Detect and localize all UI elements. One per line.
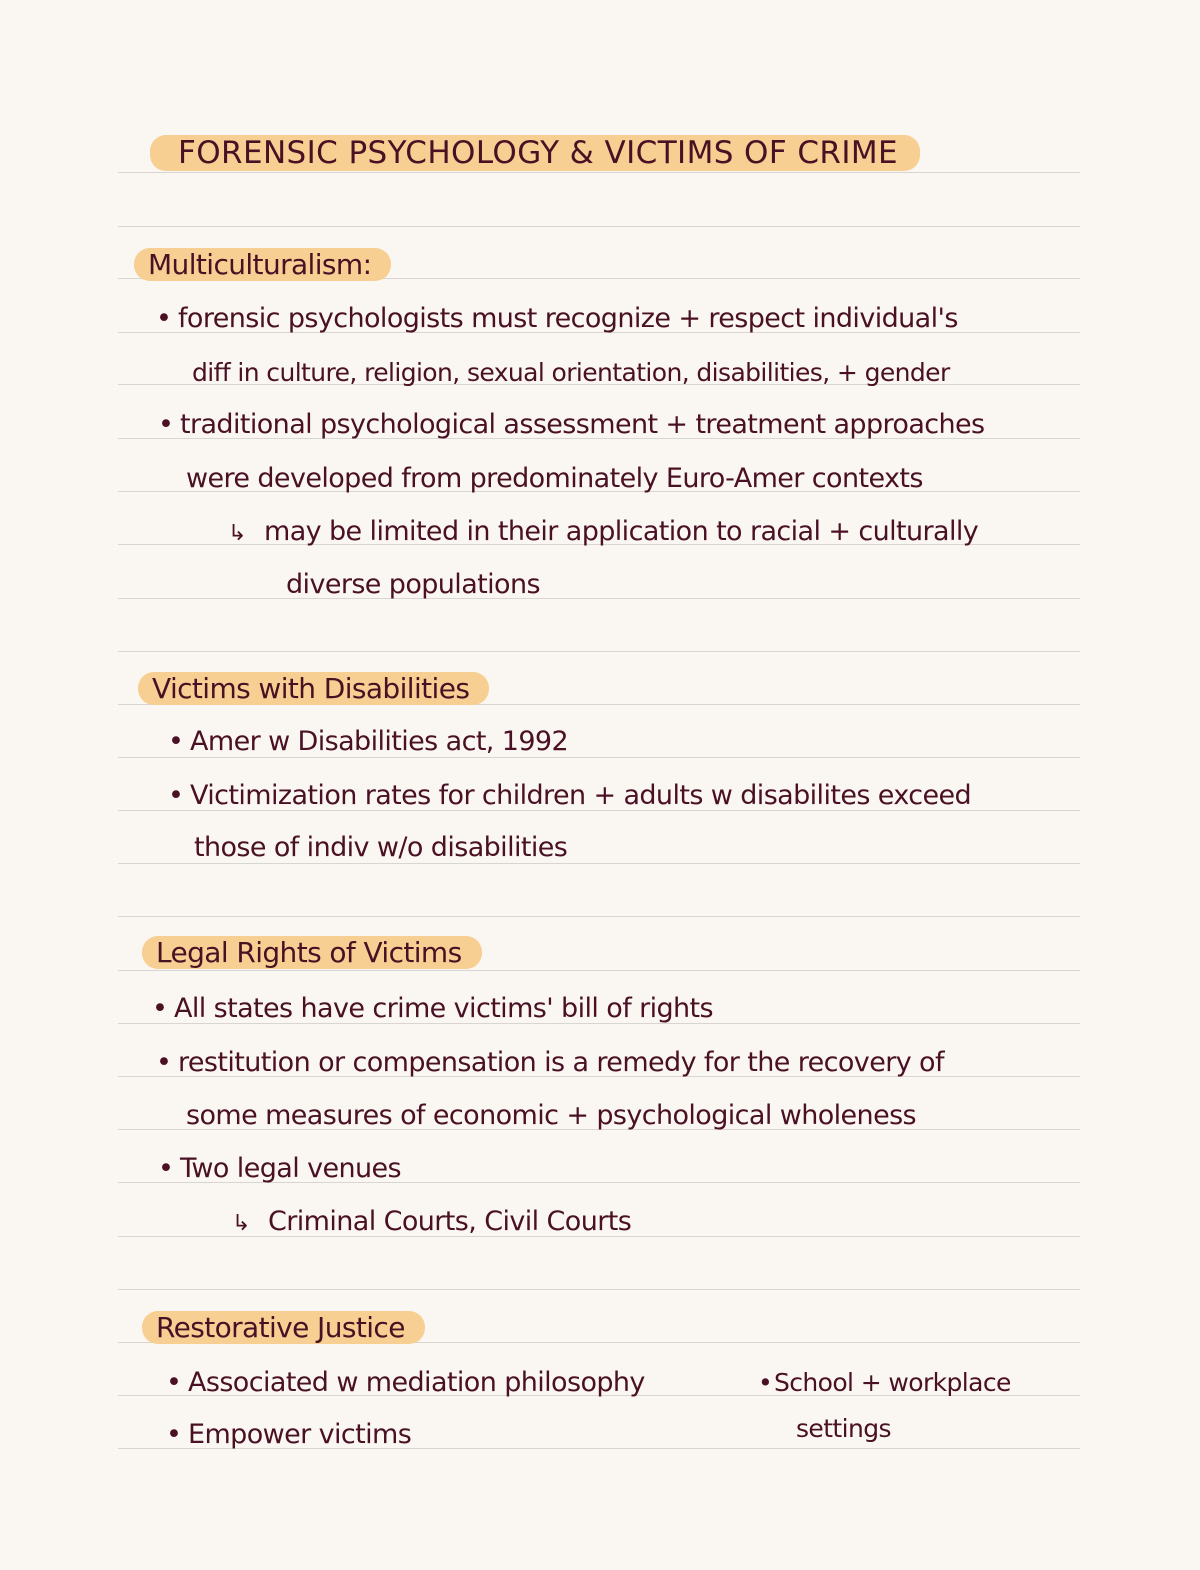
section-heading-row <box>134 248 391 283</box>
ruled-line <box>118 1289 1080 1290</box>
note-text: Associated w mediation philosophy <box>188 1367 645 1398</box>
ruled-line <box>118 598 1080 599</box>
bullet-line <box>156 1046 944 1080</box>
bullet-line <box>158 1152 401 1186</box>
bullet-icon: • <box>166 1367 182 1398</box>
note-text: Victimization rates for children + adults w disabilites exceed <box>190 780 972 811</box>
continuation-line <box>192 356 950 390</box>
section-heading-row <box>138 672 489 707</box>
sub-point-line <box>228 515 978 551</box>
bullet-icon: • <box>158 1153 174 1184</box>
note-text: Amer w Disabilities act, 1992 <box>190 726 569 757</box>
bullet-icon: • <box>156 1047 172 1078</box>
arrow-icon: ↳ <box>228 521 246 546</box>
section-heading-multiculturalism: Multiculturalism: <box>134 248 391 281</box>
ruled-line <box>118 916 1080 917</box>
bullet-icon: • <box>168 726 184 757</box>
note-text: may be limited in their application to racial + culturally <box>264 516 979 547</box>
ruled-line <box>118 172 1080 173</box>
page-title-row <box>150 136 920 172</box>
note-text: diverse populations <box>286 569 540 600</box>
arrow-icon: ↳ <box>232 1211 250 1236</box>
continuation-line <box>796 1412 891 1446</box>
section-heading-row <box>142 936 482 971</box>
ruled-line <box>118 226 1080 227</box>
section-heading-victims-disabilities: Victims with Disabilities <box>138 672 489 705</box>
bullet-line <box>152 992 713 1026</box>
note-text: traditional psychological assessment + treatment approaches <box>180 409 985 440</box>
sub-point-line <box>232 1205 631 1241</box>
section-heading-restorative-justice: Restorative Justice <box>142 1311 425 1344</box>
bullet-line <box>156 302 958 336</box>
bullet-line <box>758 1366 1011 1400</box>
note-text: School + workplace <box>774 1368 1011 1397</box>
note-text: those of indiv w/o disabilities <box>194 832 568 863</box>
bullet-line <box>166 1418 411 1452</box>
bullet-icon: • <box>158 409 174 440</box>
bullet-line <box>158 408 985 442</box>
page-title: FORENSIC PSYCHOLOGY & VICTIMS OF CRIME <box>150 135 920 171</box>
note-text: Two legal venues <box>180 1153 401 1184</box>
note-text: some measures of economic + psychological wholeness <box>186 1100 917 1131</box>
bullet-line <box>168 779 971 813</box>
bullet-line <box>166 1366 645 1400</box>
bullet-icon: • <box>156 303 172 334</box>
note-text: settings <box>796 1414 891 1443</box>
note-text: were developed from predominately Euro-Amer contexts <box>186 463 923 494</box>
note-text: diff in culture, religion, sexual orientation, disabilities, + gender <box>192 358 950 387</box>
bullet-icon: • <box>758 1368 773 1397</box>
section-heading-row <box>142 1311 425 1346</box>
note-text: All states have crime victims' bill of rights <box>174 993 713 1024</box>
bullet-line <box>168 725 568 759</box>
bullet-icon: • <box>168 780 184 811</box>
note-text: forensic psychologists must recognize + respect individual's <box>178 303 958 334</box>
section-heading-legal-rights: Legal Rights of Victims <box>142 936 482 969</box>
note-text: restitution or compensation is a remedy for the recovery of <box>178 1047 944 1078</box>
continuation-line <box>186 1099 916 1133</box>
continuation-line <box>286 568 540 602</box>
bullet-icon: • <box>152 993 168 1024</box>
ruled-line <box>118 651 1080 652</box>
continuation-line <box>194 831 567 865</box>
continuation-line <box>186 462 923 496</box>
note-text: Empower victims <box>188 1419 412 1450</box>
note-text: Criminal Courts, Civil Courts <box>268 1206 632 1237</box>
bullet-icon: • <box>166 1419 182 1450</box>
